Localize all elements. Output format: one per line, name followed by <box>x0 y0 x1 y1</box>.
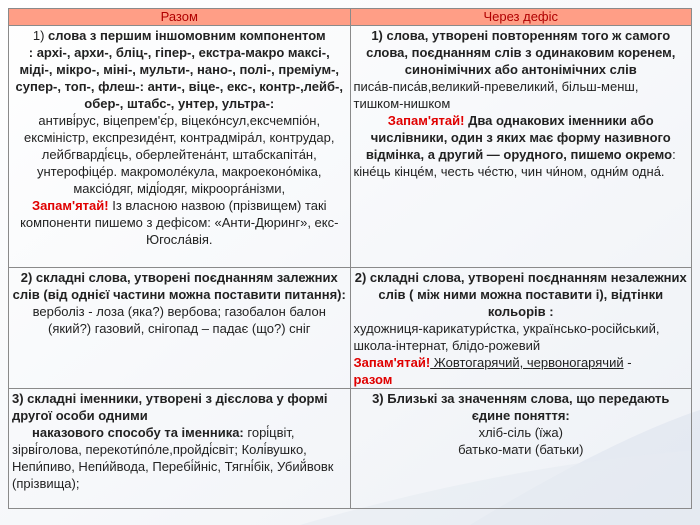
rule3-hyphen-line1: хліб-сіль (їжа) <box>478 425 563 440</box>
rule3-heading-a: 3) складні іменники, утворені з дієслова у формі другої особи одними <box>12 391 328 423</box>
table-row <box>9 26 692 268</box>
header-row <box>9 9 692 26</box>
rule1-note-label: Запам'ятай! <box>31 198 109 213</box>
rule2-hyphen-note-tail: разом <box>353 372 393 387</box>
rule2-hyphen-note-text: Жовтогарячий, червоногарячий <box>430 355 624 370</box>
rule3-examples: горі́цвіт, зірві́голова, перекоти́по́ле,пройді́світ; Колі́вушко, Непи́пиво, Непи́йвода, Перебі́йніс, Тягні́бік, Убий́вовк (прізвища); <box>12 425 334 491</box>
rule1-hyphen-note-colon: : <box>672 147 676 162</box>
rule1-heading-num: 1) <box>32 28 49 43</box>
rule3-hyphen-line2: батько-мати (батьки) <box>458 442 584 457</box>
rule1-hyphen-heading: 1) слова, утворені повторенням того ж самого слова, поєднанням слів з одинаковим коренем, синонімічних або антонімічних слів <box>366 28 676 77</box>
rule3-hyphen-cell <box>350 389 692 509</box>
rule2-hyphen-note-label: Запам'ятай! <box>353 355 431 370</box>
rule2-heading: 2) складні слова, утворені поєднанням залежних слів (від однієї частини можна поставити питання): <box>12 270 346 302</box>
rule1-hyphen-note-label: Запам'ятай! <box>387 113 465 128</box>
table-row <box>9 268 692 389</box>
rule3-heading-b: наказового способу та іменника: <box>32 425 244 440</box>
rule2-hyphen-examples: художниця-карикатури́стка, українсько-російський, школа-інтернат, блідо-рожевий <box>353 321 660 353</box>
header-together: Разом <box>9 9 351 26</box>
table-row <box>9 389 692 509</box>
rule2-hyphen-note-dash: - <box>623 355 632 370</box>
header-hyphen: Через дефіс <box>350 9 692 26</box>
rule1-heading: слова з першим іншомовним компонентом <box>48 28 326 43</box>
spelling-rules-table <box>8 8 692 509</box>
rule1-note-text: Із власною назвою (прізвищем) такі компоненти пишемо з дефісом: «Анти-Дюринг», екс-Югосла́вія. <box>20 198 339 247</box>
rule1-examples: антиві́рус, віцепрем'є́р, віцеко́нсул,ексчемпіо́н, ексміністр, експрезиде́нт, контрадміра́л, контрудар, лейбгварді́єць, оберлейтена́нт, штабскапіта́н, унтерофіце́р. макромоле́кула, макроеконо́міка, максіо́дяг, міді́одяг, мікроорга́нізми, <box>24 113 335 196</box>
rule3-together-cell <box>9 389 351 509</box>
rule1-hyphen-note-text: Два однакових іменники або числівники, один з яких має форму називного відмінка, а другий — орудного, пишемо окремо <box>365 113 673 162</box>
rule1-hyphen-cell <box>350 26 692 268</box>
rule1-hyphen-examples: писа́в-писа́в,великий-превеликий, більш-менш, тишком-нишком <box>353 79 639 111</box>
rule1-prefixes: : архі-, архи-, бліц-, гіпер-, екстра-макро максі-, міді-, мікро-, міні-, мульти-, нано-, полі-, преміум-, супер-, топ-, флеш-: анти-, віце-, екс-, контр-,лейб-, обер-, штабс-, унтер, ультра-: <box>15 45 343 111</box>
rule2-examples: верболіз - лоза (яка?) вербова; газобалон балон (який?) газовий, снігопад – падає (що?) сніг <box>32 304 326 336</box>
rule2-hyphen-cell <box>350 268 692 389</box>
rule2-together-cell <box>9 268 351 389</box>
rule1-together-cell <box>9 26 351 268</box>
rule3-hyphen-heading: 3) Близькі за значенням слова, що передають єдине поняття: <box>372 391 670 423</box>
rule2-hyphen-heading: 2) складні слова, утворені поєднанням незалежних слів ( між ними можна поставити і), відтінки кольорів : <box>354 270 687 319</box>
rule1-hyphen-examples2: кіне́ць кінце́м, честь че́стю, чин чи́ном, одни́м одна́. <box>353 164 665 179</box>
